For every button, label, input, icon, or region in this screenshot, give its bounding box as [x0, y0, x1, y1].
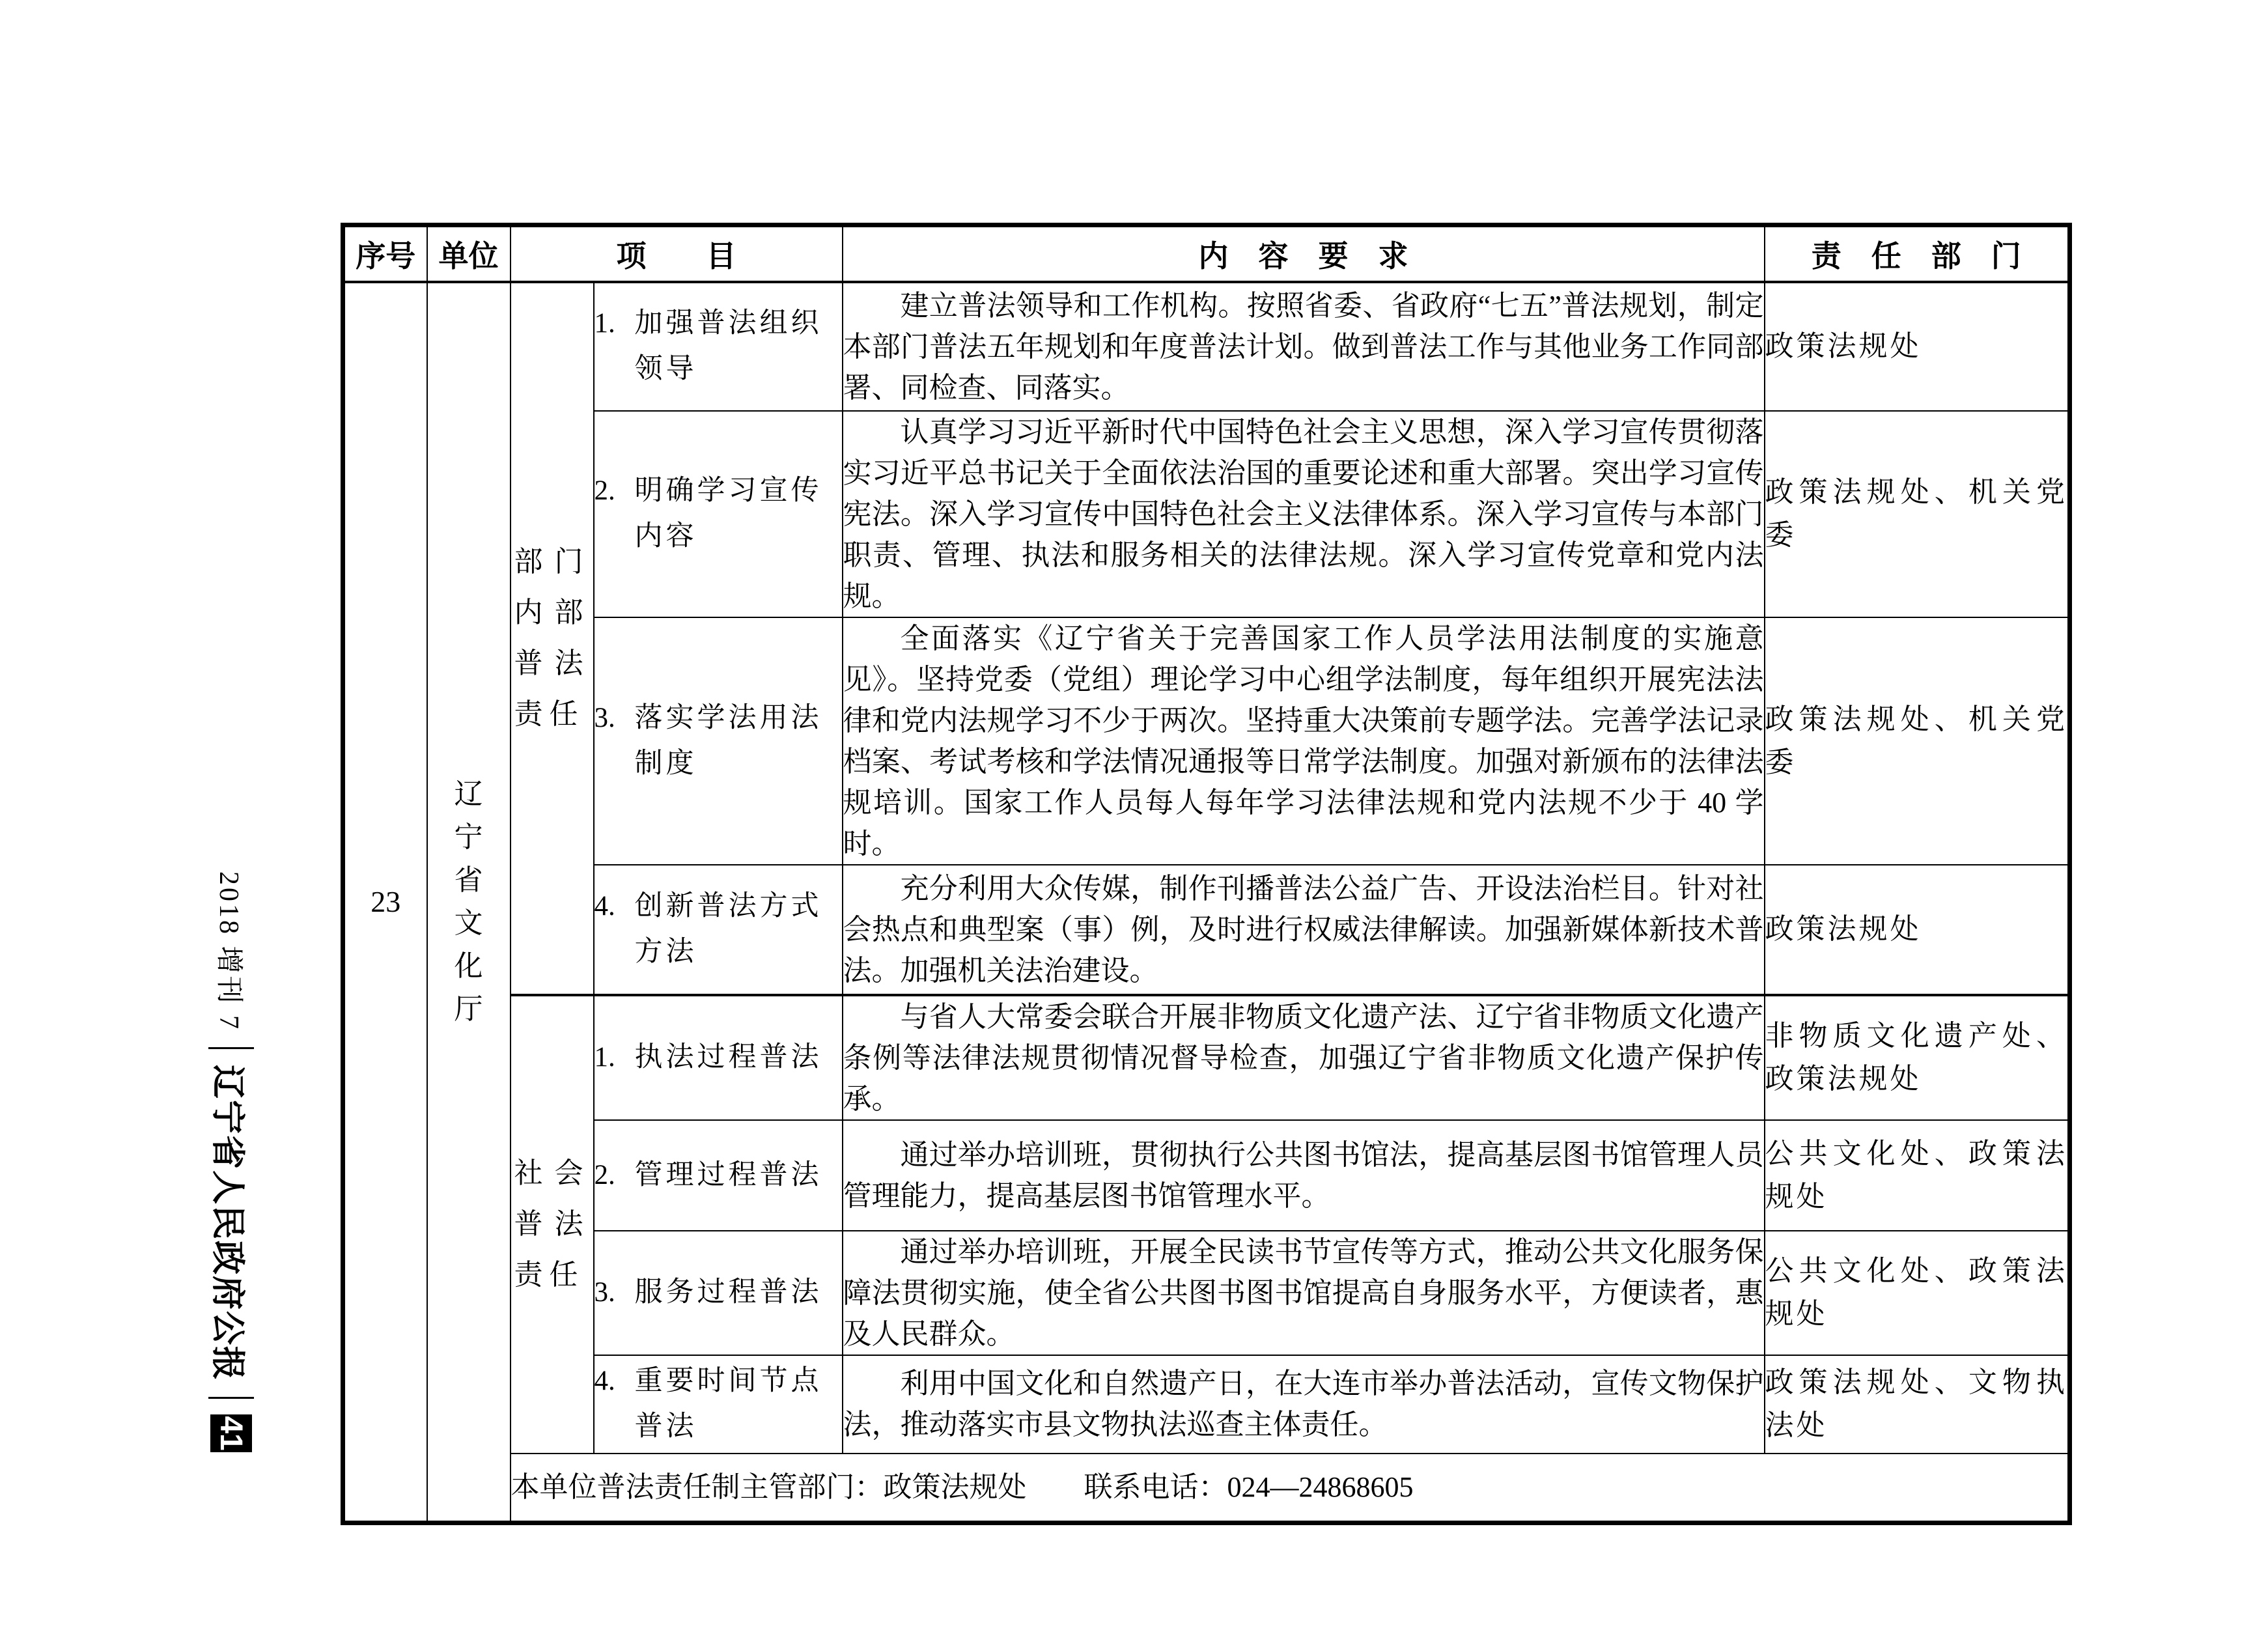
- content-cell: [843, 995, 1765, 1120]
- department-cell: [1765, 282, 2070, 411]
- group-internal-cell: [511, 282, 594, 995]
- item-label: 明确学习宣传内容: [634, 475, 822, 552]
- item-cell: [594, 617, 843, 865]
- content-cell: [843, 411, 1765, 617]
- item-cell: [594, 1231, 843, 1355]
- content-cell: [843, 865, 1765, 995]
- content-cell: [843, 1120, 1765, 1231]
- content-text: 利用中国文化和自然遗产日，在大连市举办普法活动，宣传文物保护法，推动落实市县文物执法巡查主体责任。: [843, 1368, 1764, 1440]
- content-text: 通过举办培训班，贯彻执行公共图书馆法，提高基层图书馆管理人员管理能力，提高基层图书馆管理水平。: [843, 1138, 1764, 1212]
- item-number: 4.: [594, 891, 615, 921]
- department-text: 公共文化处、政策法规处: [1765, 1137, 2067, 1213]
- spine-gazette-title: 辽宁省人民政府公报: [208, 1065, 246, 1382]
- header-item: 项 目: [511, 225, 843, 282]
- table-header-row: [343, 225, 2070, 282]
- table-footer-row: [343, 1454, 2070, 1523]
- header-department: 责 任 部 门: [1765, 225, 2070, 282]
- department-text: 公共文化处、政策法规处: [1765, 1255, 2067, 1330]
- serial-number-cell: 23: [343, 282, 427, 1523]
- unit-name-vertical: 辽宁省文化厅: [454, 778, 483, 1025]
- item-label: 落实学法用法制度: [634, 702, 822, 779]
- item-cell: [594, 865, 843, 995]
- item-label: 创新普法方式方法: [634, 891, 822, 967]
- item-label: 执法过程普法: [634, 1042, 822, 1073]
- content-text: 建立普法领导和工作机构。按照省委、省政府“七五”普法规划，制定本部门普法五年规划和年度普法计划。做到普法工作与其他业务工作同部署、同检查、同落实。: [843, 289, 1764, 404]
- department-cell: [1765, 1231, 2070, 1355]
- department-text: 政策法规处、机关党委: [1765, 703, 2067, 778]
- group-social-label: 社会普法责任: [514, 1157, 590, 1291]
- department-text: 政策法规处、机关党委: [1765, 476, 2067, 551]
- table-row: [343, 1231, 2070, 1355]
- department-cell: [1765, 1355, 2070, 1454]
- content-text: 全面落实《辽宁省关于完善国家工作人员学法用法制度的实施意见》。坚持党委（党组）理论学习中心组学法制度，每年组织开展宪法法律和党内法规学习不少于两次。坚持重大决策前专题学法。完善学法记录档案、考试考核和学法情况通报等日常学法制度。加强对新颁布的法律法规培训。国家工作人员每人每年学习法律法规和党内法规不少于 40 学时。: [843, 622, 1764, 860]
- table-row: [343, 1355, 2070, 1454]
- item-cell: [594, 411, 843, 617]
- content-text: 通过举办培训班，开展全民读书节宣传等方式，推动公共文化服务保障法贯彻实施，使全省公共图书图书馆提高自身服务水平，方便读者，惠及人民群众。: [843, 1235, 1764, 1350]
- content-text: 认真学习习近平新时代中国特色社会主义思想，深入学习宣传贯彻落实习近平总书记关于全面依法治国的重要论述和重大部署。突出学习宣传宪法。深入学习宣传中国特色社会主义法律体系。深入学习宣传与本部门职责、管理、执法和服务相关的法律法规。深入学习宣传党章和党内法规。: [843, 415, 1764, 612]
- item-label: 重要时间节点普法: [634, 1366, 822, 1442]
- item-cell: [594, 1355, 843, 1454]
- item-number: 2.: [594, 475, 615, 506]
- department-text: 非物质文化遗产处、政策法规处: [1765, 1020, 2067, 1095]
- item-label: 服务过程普法: [634, 1277, 822, 1308]
- item-number: 3.: [594, 1277, 615, 1308]
- spine-divider: [208, 1047, 254, 1049]
- content-cell: [843, 1355, 1765, 1454]
- item-cell: [594, 1120, 843, 1231]
- law-popularization-table: [341, 223, 2072, 1525]
- table-row: [343, 1120, 2070, 1231]
- item-number: 3.: [594, 702, 615, 733]
- content-text: 充分利用大众传媒，制作刊播普法公益广告、开设法治栏目。针对社会热点和典型案（事）例，及时进行权威法律解读。加强新媒体新技术普法。加强机关法治建设。: [843, 872, 1764, 987]
- table-row: [343, 865, 2070, 995]
- table-row: [343, 995, 2070, 1120]
- department-cell: [1765, 1120, 2070, 1231]
- table-row: [343, 411, 2070, 617]
- table-row: [343, 282, 2070, 411]
- content-cell: [843, 282, 1765, 411]
- content-cell: [843, 1231, 1765, 1355]
- header-content: 内 容 要 求: [843, 225, 1765, 282]
- group-internal-label: 部门内部普法责任: [514, 546, 590, 730]
- unit-cell: [427, 282, 511, 1523]
- department-text: 政策法规处: [1765, 330, 1922, 362]
- footer-contact-text: 本单位普法责任制主管部门：政策法规处 联系电话：024—24868605: [511, 1470, 1414, 1503]
- table-row: [343, 617, 2070, 865]
- item-number: 4.: [594, 1366, 615, 1396]
- item-label: 加强普法组织领导: [634, 308, 822, 384]
- item-number: 1.: [594, 308, 615, 339]
- spine-issue-label: 2018 增刊 7: [214, 871, 244, 1032]
- header-serial: 序号: [343, 225, 427, 282]
- header-unit: 单位: [427, 225, 511, 282]
- department-text: 政策法规处: [1765, 913, 1922, 945]
- gazette-spine: [207, 871, 255, 1452]
- department-text: 政策法规处、文物执法处: [1765, 1366, 2067, 1441]
- page-number-badge: 41: [210, 1414, 252, 1452]
- item-number: 1.: [594, 1042, 615, 1073]
- item-cell: [594, 995, 843, 1120]
- footer-cell: [511, 1454, 2070, 1523]
- item-number: 2.: [594, 1159, 615, 1190]
- content-cell: [843, 617, 1765, 865]
- department-cell: [1765, 617, 2070, 865]
- group-social-cell: [511, 995, 594, 1454]
- department-cell: [1765, 411, 2070, 617]
- item-cell: [594, 282, 843, 411]
- content-text: 与省人大常委会联合开展非物质文化遗产法、辽宁省非物质文化遗产条例等法律法规贯彻情况督导检查，加强辽宁省非物质文化遗产保护传承。: [843, 1000, 1764, 1115]
- item-label: 管理过程普法: [634, 1159, 822, 1190]
- department-cell: [1765, 865, 2070, 995]
- spine-divider: [208, 1397, 254, 1399]
- department-cell: [1765, 995, 2070, 1120]
